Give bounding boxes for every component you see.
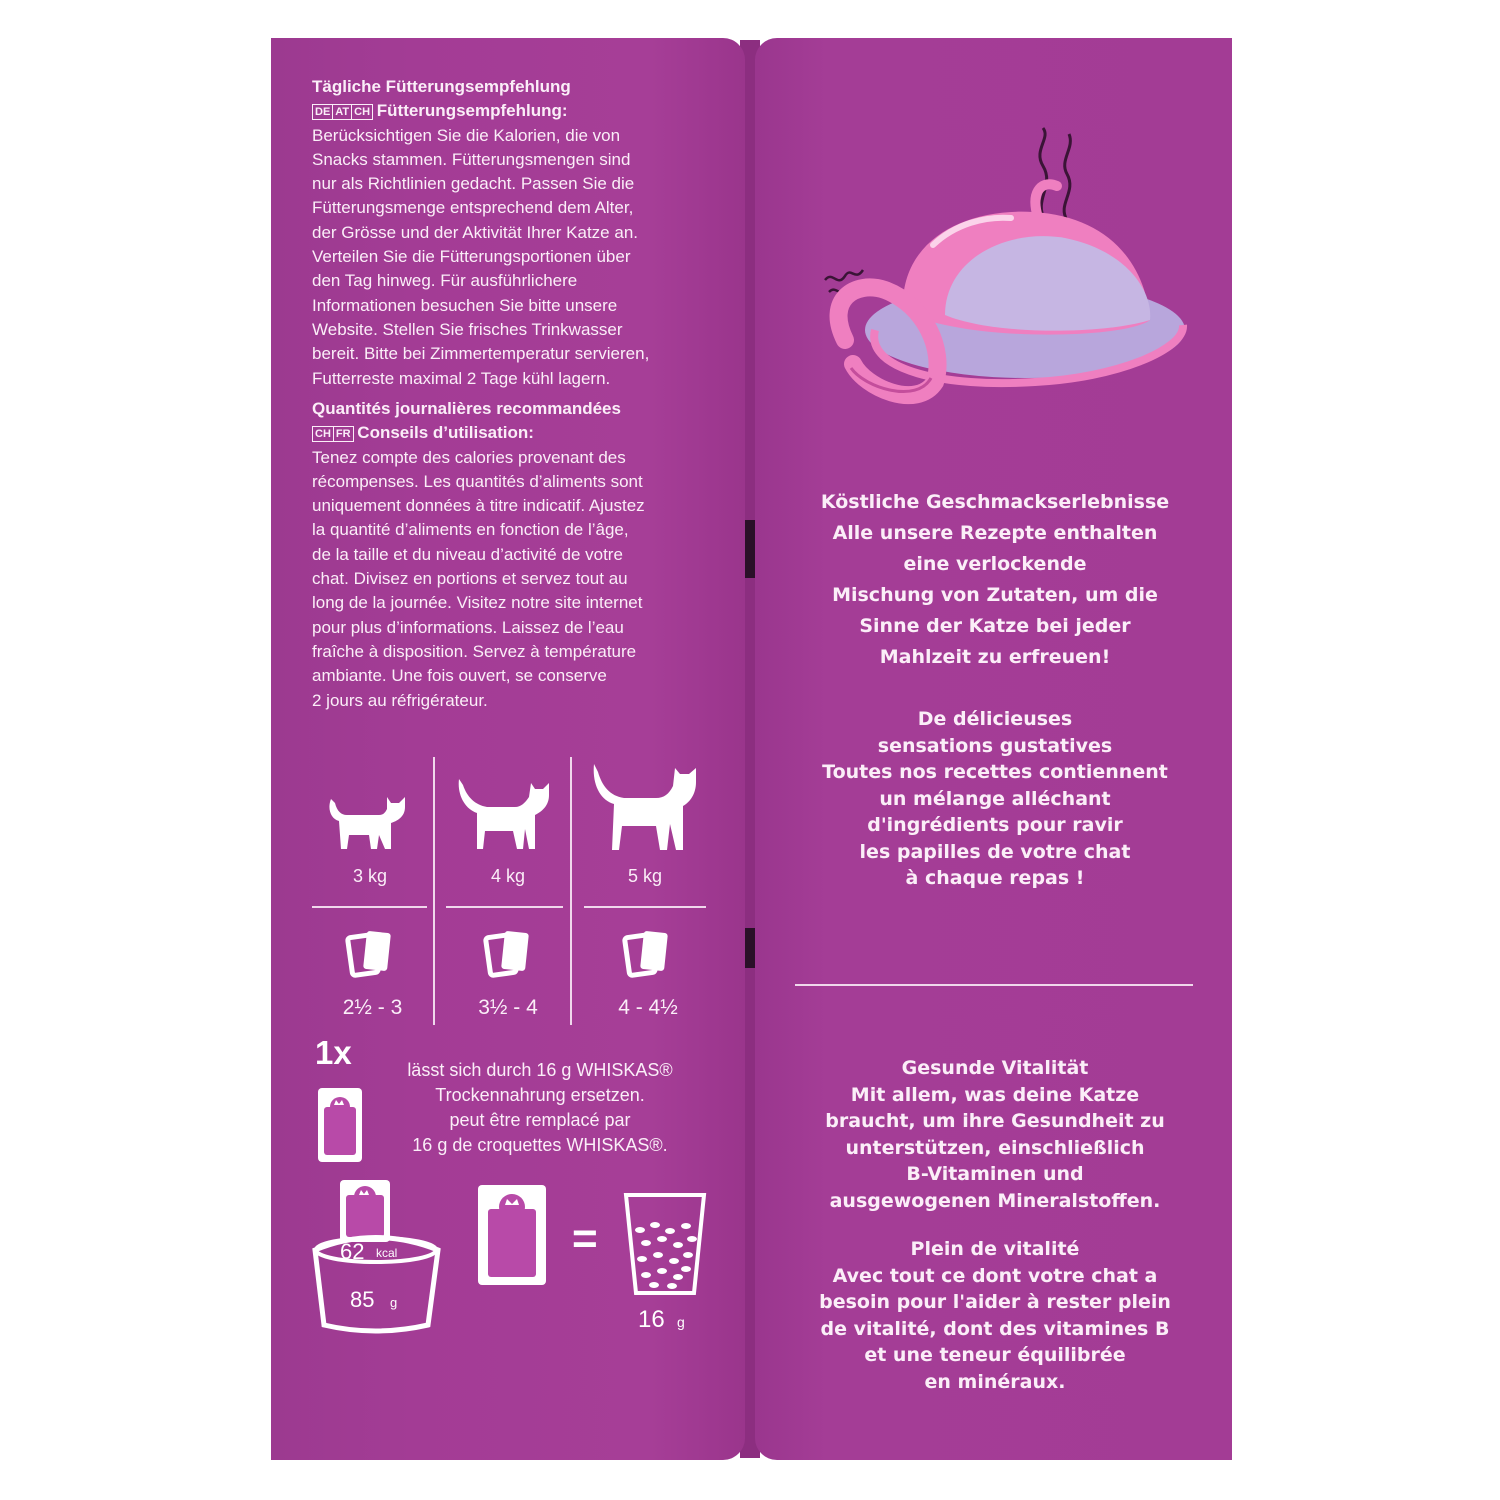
vitality-line: braucht, um ihre Gesundheit zu [825, 1110, 1165, 1132]
vitality-heading-de: Gesunde Vitalität [901, 1057, 1089, 1079]
feeding-text-line: der Grösse und der Aktivität Ihrer Katze an. [312, 222, 638, 242]
pouch-icon [340, 1180, 390, 1242]
country-flag: CH [312, 426, 334, 442]
feeding-text-line: chat. Divisez en portions et servez tout au [312, 569, 628, 589]
feeding-text-line: bereit. Bitte bei Zimmertemperatur servieren, [312, 344, 650, 364]
small-cat-icon [325, 795, 415, 855]
vitality-line: et une teneur équilibrée [864, 1344, 1126, 1366]
taste-line: Mahlzeit zu erfreuen! [879, 646, 1111, 668]
taste-line: les papilles de votre chat [859, 840, 1131, 863]
vitality-line: unterstützen, einschließlich [845, 1136, 1145, 1159]
feeding-text-line: Berücksichtigen Sie die Kalorien, die von [312, 125, 621, 145]
replacement-text [360, 1058, 720, 1158]
replacement-line: lässt sich durch 16 g WHISKAS® [407, 1060, 673, 1080]
vitality-text-de [775, 1055, 1215, 1214]
feeding-text-line: de la taille et du niveau d’activité de votre [312, 544, 623, 564]
country-flag: DE [312, 104, 333, 120]
vitality-line: ausgewogenen Mineralstoffen. [829, 1189, 1161, 1212]
table-divider [312, 906, 427, 908]
cat-weight-label: 5 kg [627, 866, 663, 886]
feeding-text-line: Verteilen Sie die Fütterungsportionen über [312, 247, 631, 267]
equals-sign: = [572, 1214, 598, 1263]
pouch-icon [622, 928, 672, 980]
dry-food-unit: g [677, 1314, 685, 1330]
pouch-icon [345, 928, 395, 980]
feeding-text-line: la quantité d’aliments en fonction de l’âge, [312, 520, 629, 540]
feeding-text-line: long de la journée. Visitez notre site internet [312, 593, 643, 613]
feeding-heading-fr: Quantités journalières recommandées [312, 399, 621, 418]
pouch-icon [315, 1085, 365, 1165]
taste-text-de [775, 487, 1215, 673]
vitality-line: de vitalité, dont des vitamines B [820, 1317, 1170, 1340]
taste-line: Mischung von Zutaten, um die [832, 584, 1158, 606]
taste-heading-fr-2: sensations gustatives [877, 734, 1113, 757]
dry-food-weight: 16 [638, 1306, 665, 1333]
portion-range: 2½ - 3 [342, 996, 403, 1019]
vitality-line: Mit allem, was deine Katze [850, 1083, 1140, 1106]
taste-line: eine verlockende [903, 553, 1087, 575]
feeding-text-line: den Tag hinweg. Für ausführlichere [312, 271, 578, 291]
portion-equation [310, 1175, 710, 1340]
portion-range: 3½ - 4 [478, 996, 538, 1019]
table-divider [433, 757, 435, 1025]
feeding-text-line: Website. Stellen Sie frisches Trinkwasser [312, 319, 623, 339]
taste-line: Toutes nos recettes contiennent [822, 761, 1168, 783]
table-divider [446, 906, 563, 908]
feeding-text-line: Tenez compte des calories provenant des [312, 447, 626, 467]
vitality-line: en minéraux. [924, 1370, 1066, 1393]
large-cat-icon [590, 760, 700, 856]
taste-line: d'ingrédients pour ravir [867, 814, 1123, 836]
feeding-text-line: récompenses. Les quantités d’aliments sont [312, 471, 643, 491]
country-flag: AT [332, 104, 352, 120]
feeding-text-line: 2 jours au réfrigérateur. [312, 690, 488, 710]
feeding-subheading-fr: CH FR Conseils d’utilisation: [312, 421, 732, 445]
portion-range: 4 - 4½ [618, 996, 678, 1019]
feeding-text-line: uniquement données à titre indicatif. Ajustez [312, 496, 645, 516]
feeding-text-line: ambiante. Une fois ouvert, se conserve [312, 666, 607, 686]
vitality-text-fr [775, 1236, 1215, 1395]
feeding-text-line: Informationen besuchen Sie bitte unsere [312, 295, 618, 315]
feeding-text-line: fraîche à disposition. Servez à température [312, 641, 637, 661]
section-divider [795, 984, 1193, 986]
pouch-icon [478, 1185, 546, 1285]
country-flag: CH [351, 104, 373, 120]
feeding-subheading-de: DE AT CH Fütterungsempfehlung: [312, 99, 732, 123]
taste-line: à chaque repas ! [905, 867, 1085, 889]
vitality-line: Avec tout ce dont votre chat a [832, 1264, 1158, 1287]
medium-cat-icon [455, 775, 555, 855]
cat-weight-label: 3 kg [352, 866, 388, 886]
dry-food-cup-icon [626, 1195, 704, 1293]
taste-heading-de: Köstliche Geschmackserlebnisse [820, 491, 1170, 513]
kcal-unit: kcal [376, 1246, 398, 1260]
vitality-heading-fr: Plein de vitalité [910, 1238, 1080, 1260]
feeding-text-line: Fütterungsmenge entsprechend dem Alter, [312, 198, 634, 218]
cat-food-cloche-illustration [805, 120, 1200, 410]
table-divider [584, 906, 706, 908]
replacement-line: peut être remplacé par [449, 1110, 631, 1130]
feeding-heading-de: Tägliche Fütterungsempfehlung [312, 77, 571, 96]
bowl-weight: 85 [350, 1287, 375, 1312]
taste-line: Alle unsere Rezepte enthalten [832, 522, 1158, 544]
replacement-line: Trockennahrung ersetzen. [435, 1085, 645, 1105]
vitality-line: besoin pour l'aider à rester plein [819, 1291, 1171, 1313]
bowl-weight-unit: g [390, 1295, 398, 1310]
feeding-instructions-de [312, 75, 732, 391]
taste-heading-fr: De délicieuses [917, 708, 1073, 730]
kcal-value: 62 [340, 1239, 365, 1264]
taste-text-fr [775, 706, 1215, 892]
feeding-instructions-fr [312, 397, 732, 713]
cat-weight-label: 4 kg [490, 866, 526, 886]
pouch-icon [483, 928, 533, 980]
table-divider [570, 757, 572, 1025]
country-flag: FR [333, 426, 354, 442]
feeding-text-line: nur als Richtlinien gedacht. Passen Sie die [312, 174, 635, 194]
taste-line: Sinne der Katze bei jeder [859, 615, 1131, 637]
feeding-text-line: Futterreste maximal 2 Tage kühl lagern. [312, 368, 611, 388]
feeding-text-line: Snacks stammen. Fütterungsmengen sind [312, 149, 631, 169]
replacement-line: 16 g de croquettes WHISKAS®. [412, 1135, 668, 1155]
vitality-line: B-Vitaminen und [906, 1163, 1084, 1185]
taste-line: un mélange alléchant [879, 787, 1111, 810]
feeding-text-line: pour plus d’informations. Laissez de l’eau [312, 617, 624, 637]
multiplier-label: 1x [315, 1034, 352, 1071]
